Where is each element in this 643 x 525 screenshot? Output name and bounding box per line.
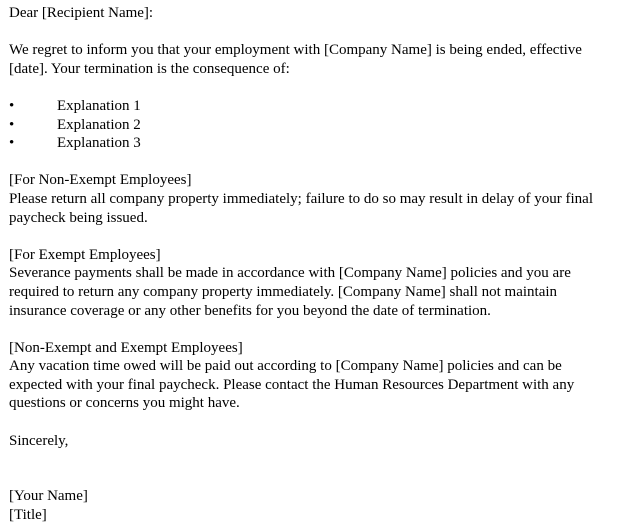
intro-line: We regret to inform you that your employment with [Company Name] is being ended, effective <box>9 42 582 59</box>
blank-line <box>9 320 635 339</box>
list-item-text: Explanation 3 <box>57 135 141 152</box>
both-employees-section <box>9 339 635 413</box>
section-line: required to return any company property immediately. [Company Name] shall not maintain <box>9 283 558 300</box>
blank-line <box>9 469 635 488</box>
blank-line <box>9 23 635 42</box>
blank-line <box>9 413 635 432</box>
list-item-text: Explanation 2 <box>57 116 141 133</box>
intro-paragraph <box>9 41 635 78</box>
termination-letter <box>9 4 635 525</box>
bullet-icon: • <box>9 97 15 114</box>
salutation: Dear [Recipient Name]: <box>9 5 154 21</box>
list-item-text: Explanation 1 <box>57 97 141 114</box>
section-line: paycheck being issued. <box>9 209 148 226</box>
exempt-section <box>9 246 635 320</box>
closing: Sincerely, <box>9 432 69 449</box>
section-line: Please return all company property immediately; failure to do so may result in delay of your final <box>9 190 593 207</box>
section-line: expected with your final paycheck. Please contact the Human Resources Department with any <box>9 376 575 393</box>
blank-line <box>9 78 635 97</box>
non-exempt-section <box>9 171 635 227</box>
section-heading: [For Non-Exempt Employees] <box>9 172 192 189</box>
list-item <box>9 97 635 116</box>
section-heading: [Non-Exempt and Exempt Employees] <box>9 339 243 356</box>
list-item <box>9 134 635 153</box>
intro-line: [date]. Your termination is the consequence of: <box>9 60 290 77</box>
signer-name: [Your Name] <box>9 488 88 505</box>
list-item <box>9 116 635 135</box>
bullet-icon: • <box>9 116 15 133</box>
bullet-icon: • <box>9 135 15 152</box>
section-heading: [For Exempt Employees] <box>9 246 161 263</box>
explanation-list <box>9 97 635 153</box>
blank-line <box>9 227 635 246</box>
section-line: questions or concerns you might have. <box>9 395 240 412</box>
section-line: Any vacation time owed will be paid out according to [Company Name] policies and can be <box>9 358 562 375</box>
signer-title: [Title] <box>9 507 47 524</box>
section-line: Severance payments shall be made in accordance with [Company Name] policies and you are <box>9 265 571 282</box>
signature-block <box>9 487 635 524</box>
section-line: insurance coverage or any other benefits for you beyond the date of termination. <box>9 302 491 319</box>
blank-line <box>9 450 635 469</box>
blank-line <box>9 153 635 172</box>
